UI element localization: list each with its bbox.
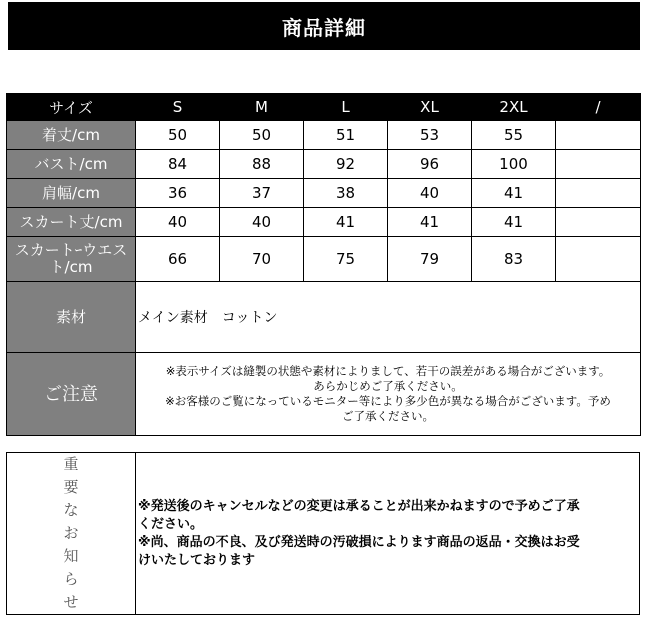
notes-row <box>7 353 641 436</box>
table-cell <box>556 237 641 282</box>
row-label <box>7 237 136 282</box>
table-cell <box>556 121 641 150</box>
notice-heading-char: 要 <box>63 478 79 496</box>
table-cell: 41 <box>304 208 388 237</box>
table-cell: 50 <box>220 121 304 150</box>
page-title: 商品詳細 <box>8 2 640 50</box>
table-cell: 66 <box>136 237 220 282</box>
table-cell: 51 <box>304 121 388 150</box>
header-2xl: 2XL <box>472 94 556 121</box>
table-cell <box>556 179 641 208</box>
table-cell: 75 <box>304 237 388 282</box>
notes-text <box>136 353 641 436</box>
size-table-header <box>7 94 641 121</box>
material-label: 素材 <box>7 282 136 353</box>
notice-heading-char: お <box>63 524 79 542</box>
notice-line: ※発送後のキャンセルなどの変更は承ることが出来かねますので予めご了承 <box>138 498 580 514</box>
notice-heading-char: な <box>63 501 79 519</box>
table-cell: 41 <box>472 179 556 208</box>
notice-heading <box>7 453 136 615</box>
header-s: S <box>136 94 220 121</box>
table-cell: 50 <box>136 121 220 150</box>
material-row <box>7 282 641 353</box>
table-cell: 41 <box>472 208 556 237</box>
notice-heading-char: ら <box>63 570 79 588</box>
table-row <box>7 208 641 237</box>
row-label: 肩幅/cm <box>7 179 136 208</box>
row-label-line: スカートｰウエス <box>14 241 128 259</box>
table-cell: 40 <box>220 208 304 237</box>
notice-line: けいたしております <box>138 552 256 568</box>
table-cell: 53 <box>388 121 472 150</box>
notes-line: ご了承ください。 <box>342 409 434 423</box>
notes-line: ※表示サイズは縫製の状態や素材によりまして、若干の誤差がある場合がございます。 <box>165 364 611 378</box>
table-cell: 38 <box>304 179 388 208</box>
table-row <box>7 179 641 208</box>
header-size: サイズ <box>7 94 136 121</box>
row-label: 着丈/cm <box>7 121 136 150</box>
table-row <box>7 121 641 150</box>
material-value: メイン素材 コットン <box>136 282 641 353</box>
table-cell: 84 <box>136 150 220 179</box>
table-cell: 37 <box>220 179 304 208</box>
notice-line: ※尚、商品の不良、及び発送時の汚破損によります商品の返品・交換はお受 <box>138 534 580 550</box>
table-cell: 40 <box>388 179 472 208</box>
table-cell: 40 <box>136 208 220 237</box>
row-label: スカート丈/cm <box>7 208 136 237</box>
notice-heading-char: せ <box>63 593 79 611</box>
row-label-line: ト/cm <box>49 258 93 276</box>
table-cell: 55 <box>472 121 556 150</box>
table-cell <box>556 150 641 179</box>
table-cell: 92 <box>304 150 388 179</box>
table-row <box>7 237 641 282</box>
notes-label: ご注意 <box>7 353 136 436</box>
header-l: L <box>304 94 388 121</box>
table-cell: 70 <box>220 237 304 282</box>
table-cell <box>556 208 641 237</box>
notice-row <box>7 453 640 615</box>
header-slash: / <box>556 94 641 121</box>
notes-line: ※お客様のご覧になっているモニター等により多少色が異なる場合がございます。予め <box>165 394 611 408</box>
table-cell: 41 <box>388 208 472 237</box>
table-cell: 83 <box>472 237 556 282</box>
row-label: バスト/cm <box>7 150 136 179</box>
table-cell: 36 <box>136 179 220 208</box>
size-table <box>6 93 641 436</box>
notice-heading-char: 重 <box>63 455 79 473</box>
table-cell: 100 <box>472 150 556 179</box>
notice-table <box>6 452 640 615</box>
notice-body <box>136 453 640 615</box>
notice-heading-char: 知 <box>63 547 79 565</box>
table-cell: 79 <box>388 237 472 282</box>
table-row <box>7 150 641 179</box>
header-m: M <box>220 94 304 121</box>
notes-line: あらかじめご了承ください。 <box>313 379 463 393</box>
table-cell: 96 <box>388 150 472 179</box>
header-xl: XL <box>388 94 472 121</box>
notice-line: ください。 <box>138 516 204 532</box>
table-cell: 88 <box>220 150 304 179</box>
